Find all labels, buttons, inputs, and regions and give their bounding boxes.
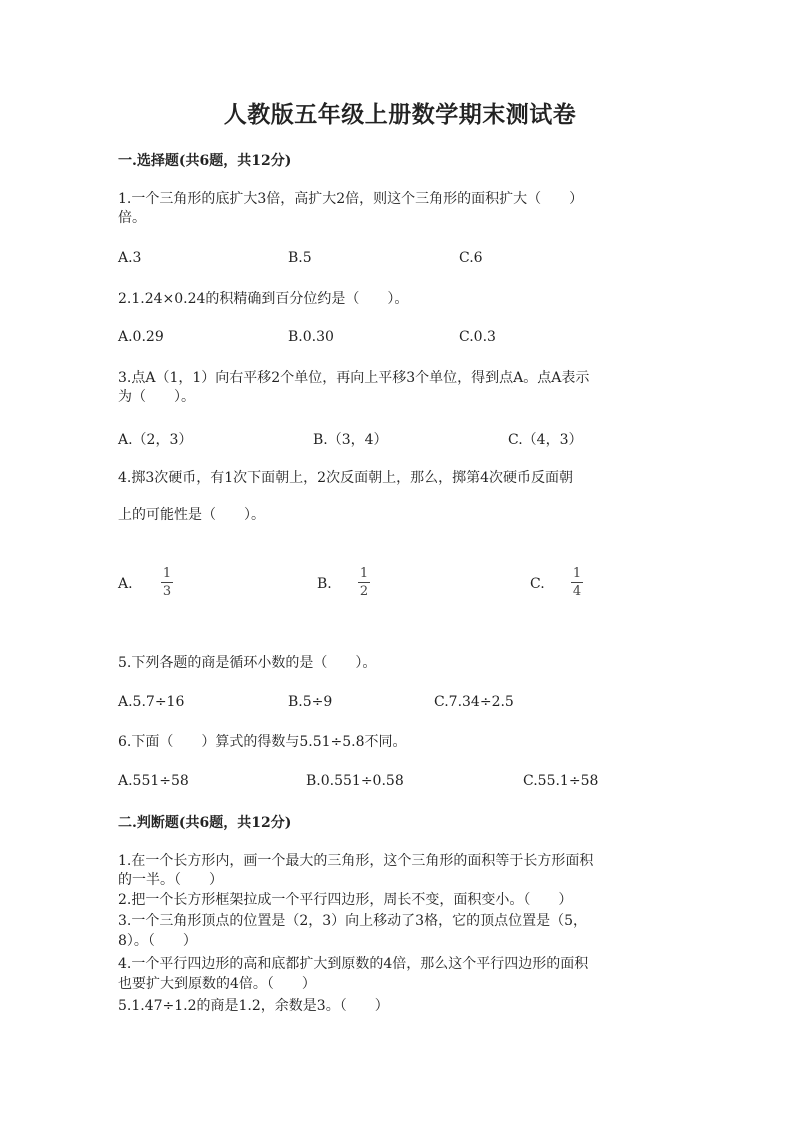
question-3-option-b: B.（3，4）	[313, 432, 388, 448]
fraction-denominator: 4	[572, 584, 582, 599]
fraction-denominator: 2	[359, 584, 369, 599]
fraction-numerator: 1	[572, 566, 582, 581]
judgement-line: 的一半。（ ）	[118, 872, 223, 888]
fraction-bar	[571, 582, 583, 583]
question-6-line-1: 6.下面（ ）算式的得数与5.51÷5.8不同。	[118, 734, 407, 750]
question-4-option-a-label: A.	[118, 576, 133, 592]
section-heading-choice: 一.选择题(共6题，共12分)	[118, 153, 292, 169]
question-3-option-a: A.（2，3）	[118, 432, 193, 448]
question-5-line-1: 5.下列各题的商是循环小数的是（ ）。	[118, 655, 377, 671]
question-4-option-a-fraction	[159, 566, 175, 599]
question-2-option-b: B.0.30	[288, 329, 334, 345]
fraction-bar	[358, 582, 370, 583]
question-3-line-1: 3.点A（1，1）向右平移2个单位，再向上平移3个单位，得到点A。点A表示	[118, 370, 590, 386]
question-1-line-2: 倍。	[118, 210, 146, 226]
judgement-line: 1.在一个长方形内，画一个最大的三角形，这个三角形的面积等于长方形面积	[118, 853, 594, 869]
question-4-option-b-label: B.	[317, 576, 332, 592]
judgement-line: 4.一个平行四边形的高和底都扩大到原数的4倍，那么这个平行四边形的面积	[118, 956, 589, 972]
question-4-line-1: 4.掷3次硬币，有1次下面朝上，2次反面朝上，那么，掷第4次硬币反面朝	[118, 470, 573, 486]
question-5-option-a: A.5.7÷16	[118, 694, 185, 710]
section-heading-judgement: 二.判断题(共6题，共12分)	[118, 815, 292, 831]
question-2-line-1: 2.1.24×0.24的积精确到百分位约是（ ）。	[118, 291, 409, 307]
question-4-option-c-label: C.	[530, 576, 545, 592]
question-3-line-2: 为（ ）。	[118, 389, 195, 405]
question-6-option-a: A.551÷58	[118, 773, 189, 789]
question-1-option-a: A.3	[118, 250, 142, 266]
question-6-option-b: B.0.551÷0.58	[306, 773, 404, 789]
question-4-option-b-fraction	[356, 566, 372, 599]
question-2-option-c: C.0.3	[459, 329, 496, 345]
question-5-option-c: C.7.34÷2.5	[434, 694, 514, 710]
question-3-option-c: C.（4，3）	[508, 432, 583, 448]
judgement-line: 8）。（ ）	[118, 933, 197, 949]
question-5-option-b: B.5÷9	[288, 694, 333, 710]
fraction-denominator: 3	[162, 584, 172, 599]
question-2-option-a: A.0.29	[118, 329, 164, 345]
fraction-bar	[161, 582, 173, 583]
judgement-line: 5.1.47÷1.2的商是1.2，余数是3。（ ）	[118, 998, 389, 1014]
judgement-line: 也要扩大到原数的4倍。（ ）	[118, 976, 316, 992]
fraction-numerator: 1	[162, 566, 172, 581]
page-title: 人教版五年级上册数学期末测试卷	[223, 101, 577, 128]
question-1-option-b: B.5	[288, 250, 312, 266]
question-1-line-1: 1.一个三角形的底扩大3倍，高扩大2倍，则这个三角形的面积扩大（ ）	[118, 191, 584, 207]
judgement-line: 3.一个三角形顶点的位置是（2，3）向上移动了3格，它的顶点位置是（5，	[118, 913, 587, 929]
question-4-line-2: 上的可能性是（ ）。	[118, 507, 265, 523]
judgement-line: 2.把一个长方形框架拉成一个平行四边形，周长不变，面积变小。（ ）	[118, 892, 573, 908]
question-6-option-c: C.55.1÷58	[523, 773, 599, 789]
question-1-option-c: C.6	[459, 250, 483, 266]
question-4-option-c-fraction	[569, 566, 585, 599]
fraction-numerator: 1	[359, 566, 369, 581]
